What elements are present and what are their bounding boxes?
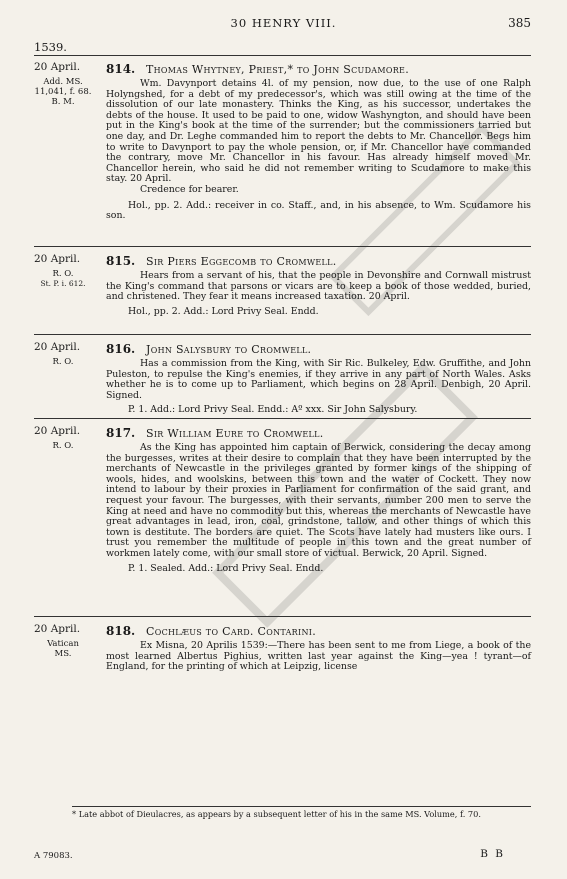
- entry-source: [34, 639, 106, 659]
- footnote-rule: [72, 806, 531, 807]
- entry-date: 20 April.: [34, 253, 81, 265]
- entry-number: 814.: [106, 62, 136, 76]
- entry-number: 815.: [106, 254, 136, 268]
- print-code: A 79083.: [34, 851, 73, 861]
- entry-date: 20 April.: [34, 341, 81, 353]
- entry-source: [34, 357, 106, 367]
- entry-body: [106, 359, 531, 416]
- source-ref: R. O.: [52, 269, 74, 279]
- source-ref: Vatican: [47, 639, 79, 649]
- year-label: 1539.: [34, 40, 67, 54]
- source-ref: 11,041, f. 68.: [34, 87, 92, 97]
- signature-mark: B B: [480, 848, 505, 860]
- entry-paragraph: Ex Misna, 20 Aprilis 1539:—There has been sent to me from Liege, a book of the most learned Albertus Pighius, written last year against the King—yea ! tyrant—of England, for the printing of which at Leipzig, license: [106, 640, 531, 673]
- entry-body: [106, 443, 531, 574]
- entry-heading: Cochlæus to Card. Contarini.: [146, 625, 317, 638]
- entry-paragraph: Wm. Davynport detains 4l. of my pension, now due, to the use of one Ralph Holyngshed, for a debt of my predecessor's, which was still owing at the time of the dissolution of our late monastery. Thinks the King, as his successor, undertakes the debts of the house. It used to be paid to one, widow Washyngton, and should have been put in the King's book at the time of the surrender; but the commissioners tarried but one day, and Dr. Leghe commanded him to report the debts to Mr. Chancellor. Begs him to write to Davynport to pay the whole pension, or, if Mr. Chancellor have commanded the contrary, move Mr. Chancellor in his favour. Has already himself moved Mr. Chancellor herein, who said he did not remember writing to Scudamore to make this stay. 20 April.: [106, 78, 531, 185]
- entry-number: 818.: [106, 624, 136, 638]
- source-ref: R. O.: [52, 357, 74, 367]
- rule: [34, 246, 531, 247]
- entry-body: [106, 271, 531, 317]
- entry-paragraph: Credence for bearer.: [140, 183, 239, 195]
- running-head: [0, 16, 567, 32]
- entry-source: [34, 269, 106, 289]
- entry-source: [34, 77, 106, 107]
- entry-date: 20 April.: [34, 623, 81, 635]
- entry-number: 816.: [106, 342, 136, 356]
- entry-description: Hol., pp. 2. Add.: Lord Privy Seal. Endd.: [128, 305, 319, 317]
- entry-body: [106, 641, 531, 673]
- source-ref: MS.: [54, 649, 72, 659]
- entry-description: P. 1. Add.: Lord Privy Seal. Endd.: Aº xxx. Sir John Salysbury.: [128, 404, 418, 416]
- entry-date: 20 April.: [34, 61, 81, 73]
- source-ref: R. O.: [52, 441, 74, 451]
- rule: [34, 55, 531, 56]
- entry-date: 20 April.: [34, 425, 81, 437]
- footnote: * Late abbot of Dieulacres, as appears by a subsequent letter of his in the same MS. Volume, f. 70.: [72, 809, 481, 819]
- entry-body: [106, 79, 531, 222]
- entry-heading: John Salysbury to Cromwell.: [146, 343, 312, 356]
- rule: [34, 334, 531, 335]
- entry-source: [34, 441, 106, 451]
- entry-heading: Sir William Eure to Cromwell.: [146, 427, 324, 440]
- entry-description: Hol., pp. 2. Add.: receiver in co. Staff., and, in his absence, to Wm. Scudamore his son.: [106, 199, 531, 222]
- source-ref: B. M.: [51, 97, 75, 107]
- entry-heading: Thomas Whytney, Priest,* to John Scudamore.: [146, 63, 409, 76]
- running-head-title: 30 HENRY VIII.: [230, 16, 337, 30]
- entry-description: P. 1. Sealed. Add.: Lord Privy Seal. Endd.: [128, 562, 324, 574]
- source-ref: Add. MS.: [43, 77, 83, 87]
- entry-paragraph: Hears from a servant of his, that the people in Devonshire and Cornwall mistrust the King's command that parsons or vicars are to keep a book of those wedded, buried, and christened. They fear it means increased taxation. 20 April.: [106, 270, 531, 303]
- entry-heading: Sir Piers Eggecomb to Cromwell.: [146, 255, 337, 268]
- entry-number: 817.: [106, 426, 136, 440]
- rule: [34, 418, 531, 419]
- source-ref: St. P. i. 612.: [40, 279, 86, 288]
- entry-paragraph: Has a commission from the King, with Sir Ric. Bulkeley, Edw. Gruffithe, and John Puleston, to repulse the King's enemies, if they arrive in any part of North Wales. Asks whether he is to come up to Parliament, which begins on 28 April. Denbigh, 20 April. Signed.: [106, 358, 531, 401]
- page-number: 385: [508, 16, 531, 30]
- rule: [34, 616, 531, 617]
- entry-paragraph: As the King has appointed him captain of Berwick, considering the decay among the burgesses, writes at their desire to complain that they have been interrupted by the merchants of Newcastle in the privileges granted by former kings of the shipping of wools, hides, and woolskins, between this town and the water of Cockett. They now intend to labour by their proxies in Parliament for confirmation of the said grant, and request your favour. The burgesses, with their servants, number 200 men to serve the King at need and have no commodity but this, whereas the merchants of Newcastle have great advantages in lead, iron, coal, grindstone, tallow, and other things of which this town is destitute. The borders are quiet. The Scots have lately had musters like ours. I trust you remember the multitude of people in this town and the great number of workmen lately come, with our small store of victual. Berwick, 20 April. Signed.: [106, 442, 531, 559]
